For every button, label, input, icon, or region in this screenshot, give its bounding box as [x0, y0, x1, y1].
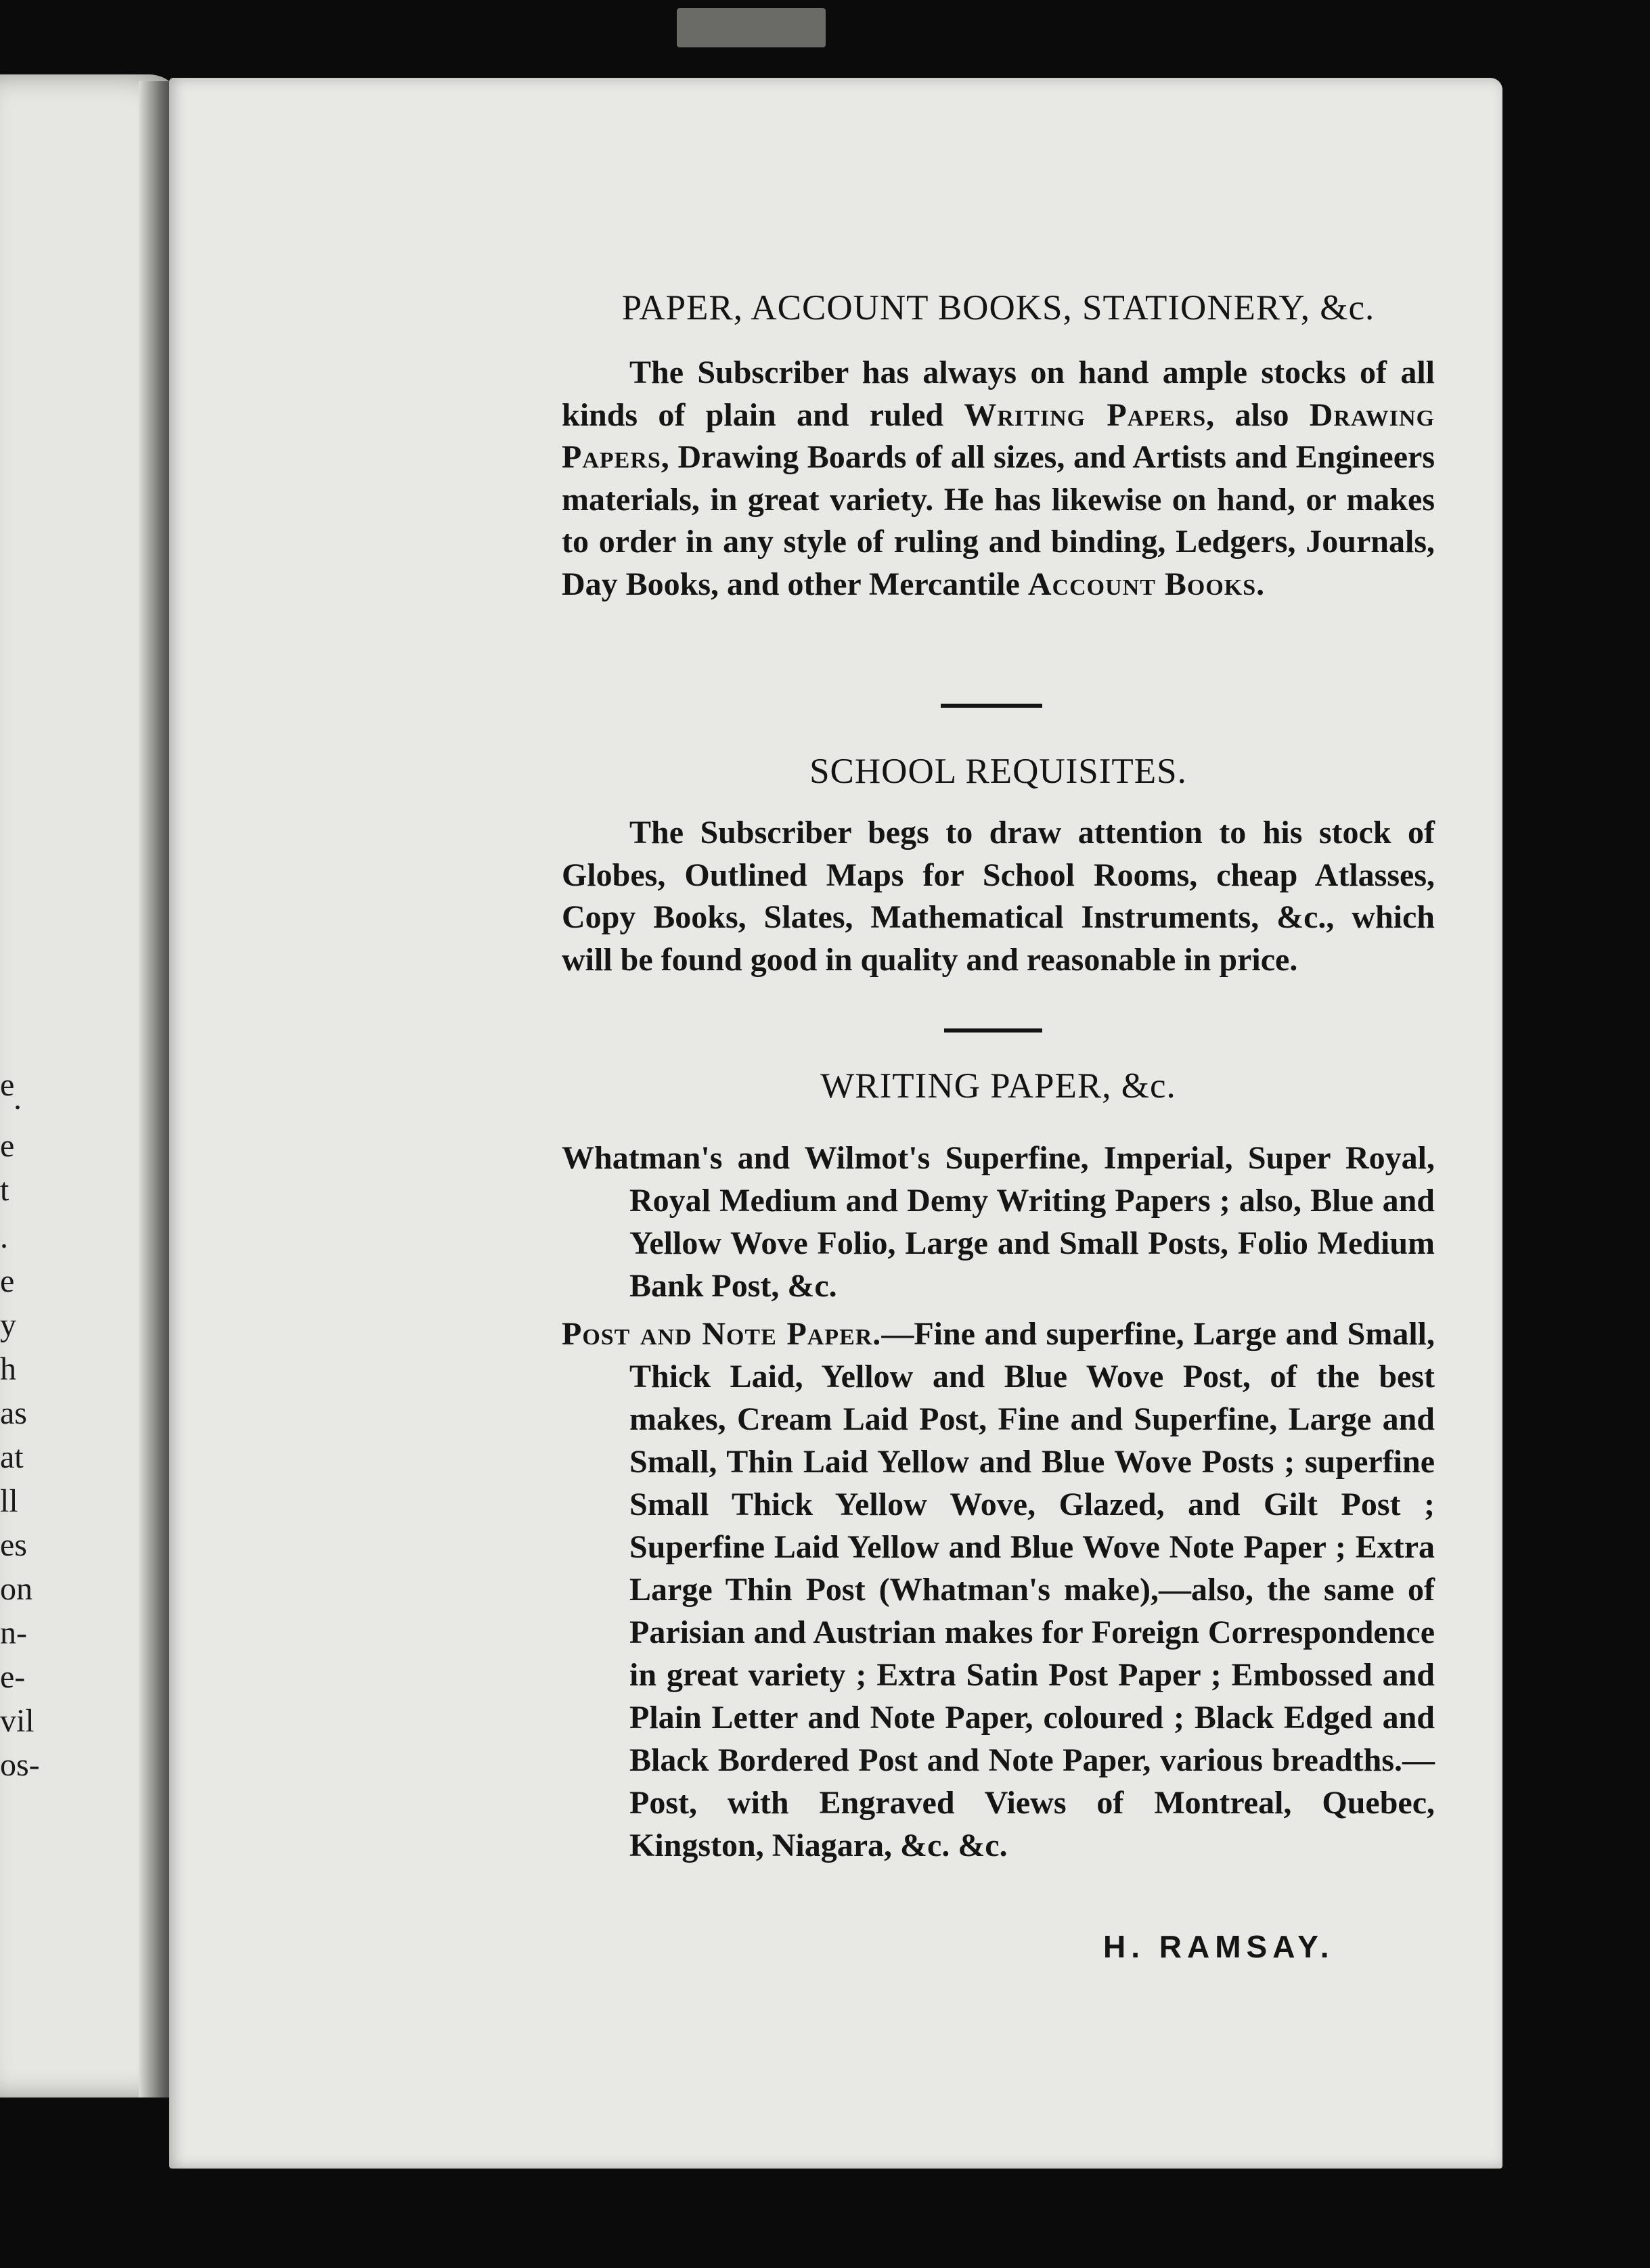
left-page-fragment: as: [0, 1395, 27, 1431]
post-note-body: —Fine and superfine, Large and Small, Thick Laid, Yellow and Blue Wove Post, of the best makes, Cream Laid Post, Fine and Superfine, Large and Small, Thin Laid Yellow and Blue Wove Posts ; superfine Small Thick Yellow Wove, Glazed, and Gilt Post ; Superfine Laid Yellow and Blue Wove Note Paper ; Extra Large Thin Post (Whatman's make),—also, the same of Parisian and Austrian makes for Foreign Correspondence in great variety ; Extra Satin Post Paper ; Embossed and Plain Letter and Note Paper, coloured ; Black Edged and Black Bordered Post and Note Paper, various breadths.—Post, with Engraved Views of Montreal, Quebec, Kingston, Niagara, &c. &c.: [629, 1316, 1435, 1863]
left-page-fragment: y: [0, 1307, 16, 1343]
left-page-fragment: vil: [0, 1703, 35, 1739]
left-page-fragment: es: [0, 1527, 27, 1563]
paragraph-paper: [562, 352, 1435, 606]
entry-whatman: Whatman's and Wilmot's Superfine, Imperial, Super Royal, Royal Medium and Demy Writing Papers ; also, Blue and Yellow Wove Folio, Large and Small Posts, Folio Medium Bank Post, &c.: [562, 1140, 1435, 1304]
paragraph-school: The Subscriber begs to draw attention to his stock of Globes, Outlined Maps for School Rooms, cheap Atlasses, Copy Books, Slates, Mathematical Instruments, &c., which will be found good in quality and reasonable in price.: [562, 815, 1435, 978]
left-page-fragment: e-: [0, 1659, 26, 1695]
left-page-fragment: os-: [0, 1747, 40, 1783]
left-page-fragment: h: [0, 1351, 16, 1387]
left-page-fragment: n-: [0, 1615, 27, 1651]
page-edge-strip: [677, 8, 826, 47]
post-note-label: Post and Note Paper.: [562, 1316, 882, 1352]
left-page-fragment: ll: [0, 1483, 18, 1519]
left-page-fragment: t: [0, 1172, 9, 1208]
heading-paper: PAPER, ACCOUNT BOOKS, STATIONERY, &c.: [621, 288, 1375, 327]
drawing-papers-term: Drawing Papers: [562, 396, 1435, 475]
left-page-fragment: .: [14, 1081, 22, 1116]
paper-body-lead: The Subscriber has always on hand ample stocks of all kinds of plain and ruled: [562, 355, 1435, 433]
section-divider: [941, 704, 1042, 708]
left-page-fragment: e: [0, 1067, 15, 1103]
writing-papers-term: Writing Papers: [964, 396, 1207, 433]
left-page-fragment: at: [0, 1439, 24, 1475]
heading-writing: WRITING PAPER, &c.: [820, 1066, 1176, 1106]
paper-body-mid: , also: [1206, 396, 1310, 433]
entry-post-and-note: [562, 1313, 1435, 1867]
heading-school: SCHOOL REQUISITES.: [809, 752, 1187, 791]
section-divider: [944, 1028, 1042, 1033]
left-page-fragment: e: [0, 1128, 15, 1164]
paper-body-rest: , Drawing Boards of all sizes, and Artists and Engineers materials, in great variety. He has likewise on hand, or makes to order in any style of ruling and binding, Ledgers, Journals, Day Books, and other Mercantile: [562, 439, 1435, 602]
left-page-fragment: .: [0, 1219, 8, 1255]
left-page-fragment: e: [0, 1263, 15, 1299]
left-page-fragment: on: [0, 1571, 32, 1607]
signature: H. RAMSAY.: [1103, 1929, 1335, 1964]
account-books-term: Account Books.: [1027, 566, 1266, 602]
main-page: [169, 78, 1502, 2169]
